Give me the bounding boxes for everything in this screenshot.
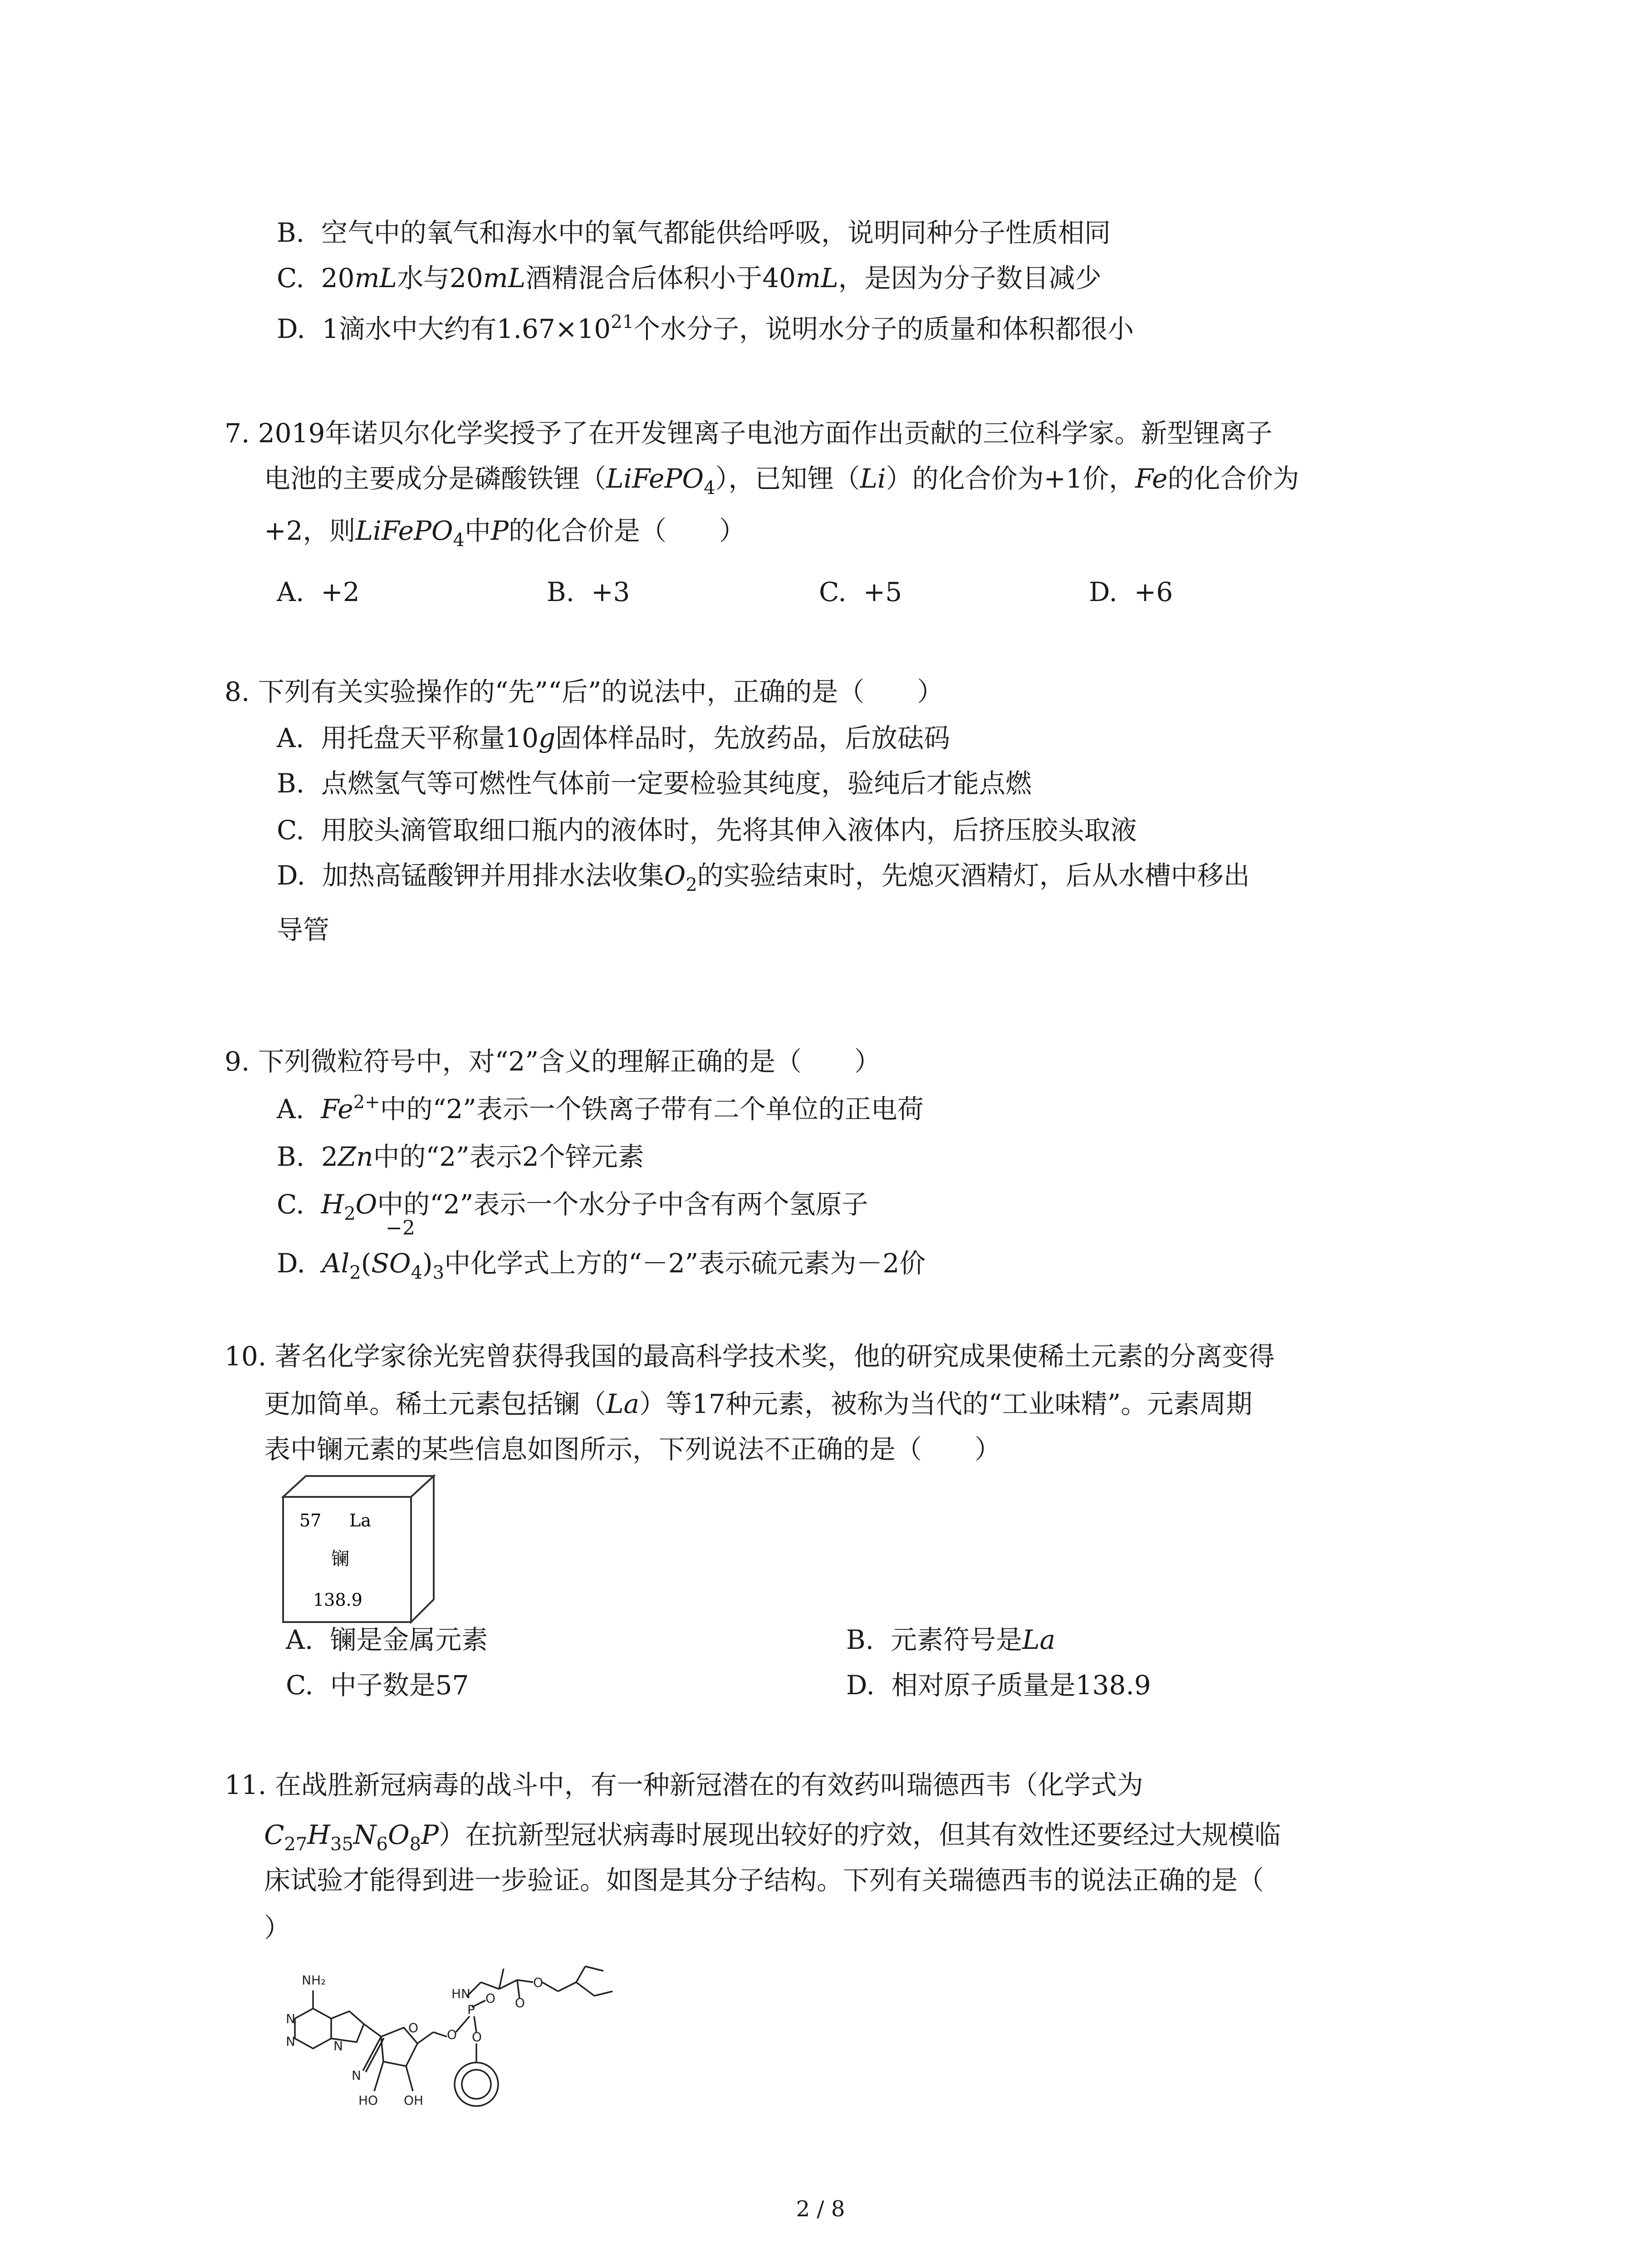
q7-stem-line2	[264, 463, 1299, 499]
option-text: 个水分子，说明水分子的质量和体积都很小	[634, 313, 1134, 344]
option-label: B.	[277, 1141, 305, 1172]
option-text: 用托盘天平称量10	[321, 723, 539, 753]
option-label: C.	[277, 815, 304, 846]
subscript: 2	[344, 1203, 356, 1224]
p-label: P	[467, 2002, 475, 2017]
option-label: C.	[277, 1189, 304, 1220]
n-label-1: N	[286, 2011, 295, 2026]
option-text: 导管	[277, 914, 330, 945]
subscript: 2	[349, 1262, 361, 1283]
option-text: 元素符号是	[890, 1624, 1022, 1655]
option-label: B.	[846, 1624, 874, 1655]
stem-text: 中	[465, 515, 491, 546]
unit: mL	[483, 263, 526, 293]
stem-text: 床试验才能得到进一步验证。如图是其分子结构。下列有关瑞德西韦的说法正确的是（	[264, 1865, 1264, 1896]
subscript: 4	[704, 478, 715, 499]
question-number: 9.	[225, 1046, 250, 1077]
formula: O	[355, 1189, 377, 1220]
option-text: +2	[321, 577, 360, 607]
q8-option-a	[277, 722, 950, 754]
stem-text: 更加简单。稀土元素包括镧（	[264, 1388, 607, 1419]
q10-option-a	[286, 1624, 488, 1656]
stem-text: 著名化学家徐光宪曾获得我国的最高科学技术奖，他的研究成果使稀土元素的分离变得	[274, 1341, 1275, 1372]
bracket: (	[361, 1248, 372, 1279]
n-label-2: N	[286, 2034, 295, 2049]
formula: LiFePO	[355, 515, 453, 546]
ethyl-2b	[594, 1991, 612, 1996]
o-label-1: O	[485, 1991, 496, 2006]
q8-option-c	[277, 814, 1137, 846]
q9-option-b	[277, 1141, 644, 1173]
option-label: C.	[277, 263, 304, 293]
q7-option-c	[819, 576, 902, 608]
ca-bond	[481, 1982, 499, 1989]
formula: H	[307, 1819, 330, 1850]
unit: g	[539, 723, 556, 753]
option-label: C.	[286, 1670, 314, 1701]
formula: P	[421, 1819, 439, 1850]
ho-label: HO	[358, 2093, 378, 2108]
o-label-6: O	[533, 1975, 544, 1990]
atomic-mass: 138.9	[313, 1590, 362, 1610]
methyl-bond	[499, 1969, 504, 1989]
subscript: 35	[330, 1834, 353, 1855]
exponent: 21	[611, 312, 634, 332]
formula: LiFePO	[606, 463, 704, 494]
formula: N	[353, 1819, 377, 1850]
stem-text: 下列有关实验操作的“先”“后”的说法中，正确的是（ ）	[258, 676, 944, 707]
n-label-3: N	[333, 2038, 343, 2053]
o-label-3: O	[447, 2027, 457, 2042]
ch2-bond	[417, 2032, 433, 2043]
o-label-4: O	[408, 2020, 419, 2035]
q11-stem-line1	[225, 1769, 1143, 1801]
subscript: 8	[409, 1834, 421, 1855]
question-number: 7.	[225, 418, 250, 449]
q7-option-d	[1089, 576, 1173, 608]
card-top-face	[283, 1476, 434, 1497]
ethyl-2a	[576, 1982, 594, 1996]
q8-option-b	[277, 767, 1032, 799]
option-label: B.	[277, 217, 305, 248]
option-label: D.	[1089, 577, 1117, 607]
oh-bond-1	[374, 2062, 383, 2091]
q9-option-d	[277, 1247, 926, 1283]
stem-text: ）在抗新型冠状病毒时展现出较好的疗效，但其有效性还要经过大规模临	[439, 1819, 1281, 1850]
q10-stem-line3	[264, 1433, 1001, 1465]
option-text: 空气中的氧气和海水中的氧气都能供给呼吸，说明同种分子性质相同	[321, 217, 1111, 248]
po-bond	[456, 2016, 470, 2032]
stem-text: 在战胜新冠病毒的战斗中，有一种新冠潜在的有效药叫瑞德西韦（化学式为	[274, 1769, 1143, 1800]
q10-option-b	[846, 1624, 1055, 1656]
formula: P	[491, 515, 509, 546]
stem-text: ），已知锂（	[715, 463, 860, 494]
subscript: 4	[411, 1262, 423, 1283]
element-symbol: La	[349, 1510, 371, 1530]
stem-text: 的化合价为	[1167, 463, 1299, 494]
option-text: 中的“2”表示2个锌元素	[373, 1141, 644, 1172]
option-label: B.	[277, 768, 305, 799]
option-label: D.	[277, 860, 305, 891]
formula: C	[264, 1819, 284, 1850]
stem-text: 电池的主要成分是磷酸铁锂（	[264, 463, 607, 494]
option-text: 水与20	[397, 263, 483, 293]
hn-label: HN	[451, 1986, 470, 2001]
o-label-5: O	[515, 1995, 525, 2010]
ethyl-1a	[576, 1966, 585, 1982]
q10-option-c	[286, 1669, 469, 1701]
formula: Fe	[1135, 463, 1168, 494]
question-number: 8.	[225, 676, 250, 707]
option-label: A.	[277, 1094, 304, 1124]
option-label: C.	[819, 577, 847, 607]
stem-text: ）	[264, 1912, 291, 1943]
element-name: 镧	[331, 1549, 349, 1569]
q8-option-d-cont	[277, 914, 329, 946]
option-label: D.	[277, 313, 305, 344]
q7-stem-line1	[225, 417, 1272, 449]
oh-bond-2	[406, 2066, 413, 2091]
option-label: A.	[277, 577, 304, 607]
option-text: 用胶头滴管取细口瓶内的液体时，先将其伸入液体内，后挤压胶头取液	[321, 815, 1137, 846]
phenyl-inner	[462, 2070, 491, 2099]
q10-stem-line2	[264, 1388, 1252, 1420]
formula: La	[606, 1388, 640, 1419]
question-number: 10.	[225, 1341, 267, 1372]
q9-option-c	[277, 1188, 868, 1224]
option-text: +3	[591, 577, 630, 607]
formula: O	[664, 860, 686, 891]
q7-option-a	[277, 576, 360, 608]
subscript: 6	[376, 1834, 388, 1855]
q9-option-d-charge	[386, 1216, 415, 1241]
formula: H	[321, 1189, 344, 1220]
q7-stem-line3	[264, 515, 746, 551]
option-text: 2	[321, 1141, 338, 1172]
q9-stem	[225, 1046, 881, 1077]
q7-option-b	[547, 576, 630, 608]
option-label: D.	[846, 1670, 875, 1701]
q10-option-d	[846, 1669, 1151, 1701]
q8-option-d	[277, 860, 1250, 895]
ch2-ch-bond	[558, 1982, 576, 1991]
q9-option-a	[277, 1093, 924, 1125]
subscript: 2	[686, 875, 697, 895]
formula: Li	[860, 463, 886, 494]
option-text: 相对原子质量是138.9	[891, 1670, 1151, 1701]
option-label: A.	[277, 723, 304, 753]
stem-text: 2019年诺贝尔化学奖授予了在开发锂离子电池方面作出贡献的三位科学家。新型锂离子	[258, 418, 1273, 449]
stem-text: 表中镧元素的某些信息如图所示，下列说法不正确的是（ ）	[264, 1434, 1001, 1465]
superscript: 2+	[353, 1092, 380, 1113]
carbonyl-c-bond	[499, 1980, 517, 1989]
element-card	[281, 1474, 436, 1624]
q11-stem-line2	[264, 1819, 1281, 1855]
option-text: +5	[863, 577, 902, 607]
subscript: 4	[453, 530, 465, 551]
ethyl-1b	[585, 1966, 603, 1971]
option-text: 中的“2”表示一个铁离子带有二个单位的正电荷	[380, 1094, 924, 1124]
subscript: 3	[432, 1262, 445, 1283]
oh-label: OH	[404, 2093, 424, 2108]
stem-text: ）等17种元素，被称为当代的“工业味精”。元素周期	[639, 1388, 1253, 1419]
pyrrole-ring	[331, 2011, 364, 2042]
formula: O	[388, 1819, 410, 1850]
option-text: 1滴水中大约有1.67×10	[322, 313, 611, 344]
q8-stem	[225, 676, 943, 708]
option-text: 点燃氢气等可燃性气体前一定要检验其纯度，验纯后才能点燃	[321, 768, 1032, 799]
o-bond	[433, 2032, 447, 2037]
unit: mL	[796, 263, 838, 293]
formula: SO	[371, 1248, 411, 1279]
stem-text: 的化合价是（ ）	[509, 515, 746, 546]
formula: Al	[322, 1248, 350, 1279]
q6-option-b	[277, 217, 1111, 249]
option-text: 固体样品时，先放药品，后放砝码	[555, 723, 950, 753]
och2-bond	[542, 1982, 558, 1991]
option-text: +6	[1134, 577, 1173, 607]
triazine-ring	[295, 2009, 331, 2048]
stem-text: 下列微粒符号中，对“2”含义的理解正确的是（ ）	[258, 1046, 881, 1077]
c-glycoside-bond	[364, 2024, 381, 2037]
q11-stem-line4	[264, 1912, 290, 1944]
nitrile-n-label: N	[352, 2068, 361, 2083]
option-text: 中的“2”表示一个水分子中含有两个氢原子	[377, 1189, 868, 1220]
valence-mark: −2	[386, 1217, 415, 1240]
formula: Zn	[338, 1141, 373, 1172]
q6-option-d	[277, 313, 1134, 345]
ester-o-bond	[517, 1980, 533, 1982]
option-text: 中子数是57	[330, 1670, 469, 1701]
o-label-2: O	[472, 2029, 482, 2044]
formula: La	[1022, 1624, 1056, 1655]
stem-text: ）的化合价为+1价，	[886, 463, 1136, 494]
option-label: A.	[286, 1624, 314, 1655]
option-text: ，是因为分子数目减少	[838, 263, 1102, 293]
option-text: 20	[321, 263, 355, 293]
option-text: 的实验结束时，先熄灭酒精灯，后从水槽中移出	[697, 860, 1250, 891]
nitrile-bond	[363, 2037, 381, 2071]
atomic-number: 57	[299, 1510, 322, 1530]
card-side-face	[411, 1476, 434, 1622]
bracket: )	[422, 1248, 433, 1279]
remdesivir-structure	[268, 1964, 640, 2177]
formula: Fe	[321, 1094, 353, 1124]
option-text: 酒精混合后体积小于40	[525, 263, 796, 293]
q6-option-c	[277, 262, 1102, 294]
option-text: 加热高锰酸钾并用排水法收集	[322, 860, 664, 891]
option-label: D.	[277, 1248, 305, 1279]
nh2-label: NH₂	[302, 1973, 326, 1988]
unit: mL	[354, 263, 397, 293]
q10-stem-line1	[225, 1340, 1275, 1372]
option-label: B.	[547, 577, 575, 607]
stem-text: +2，则	[264, 515, 356, 546]
page-number: 2 / 8	[796, 2196, 845, 2222]
subscript: 27	[284, 1834, 308, 1855]
option-text: 中化学式上方的“－2”表示硫元素为－2价	[444, 1248, 926, 1279]
q11-stem-line3	[264, 1864, 1264, 1896]
question-number: 11.	[225, 1769, 267, 1800]
option-text: 镧是金属元素	[330, 1624, 488, 1655]
